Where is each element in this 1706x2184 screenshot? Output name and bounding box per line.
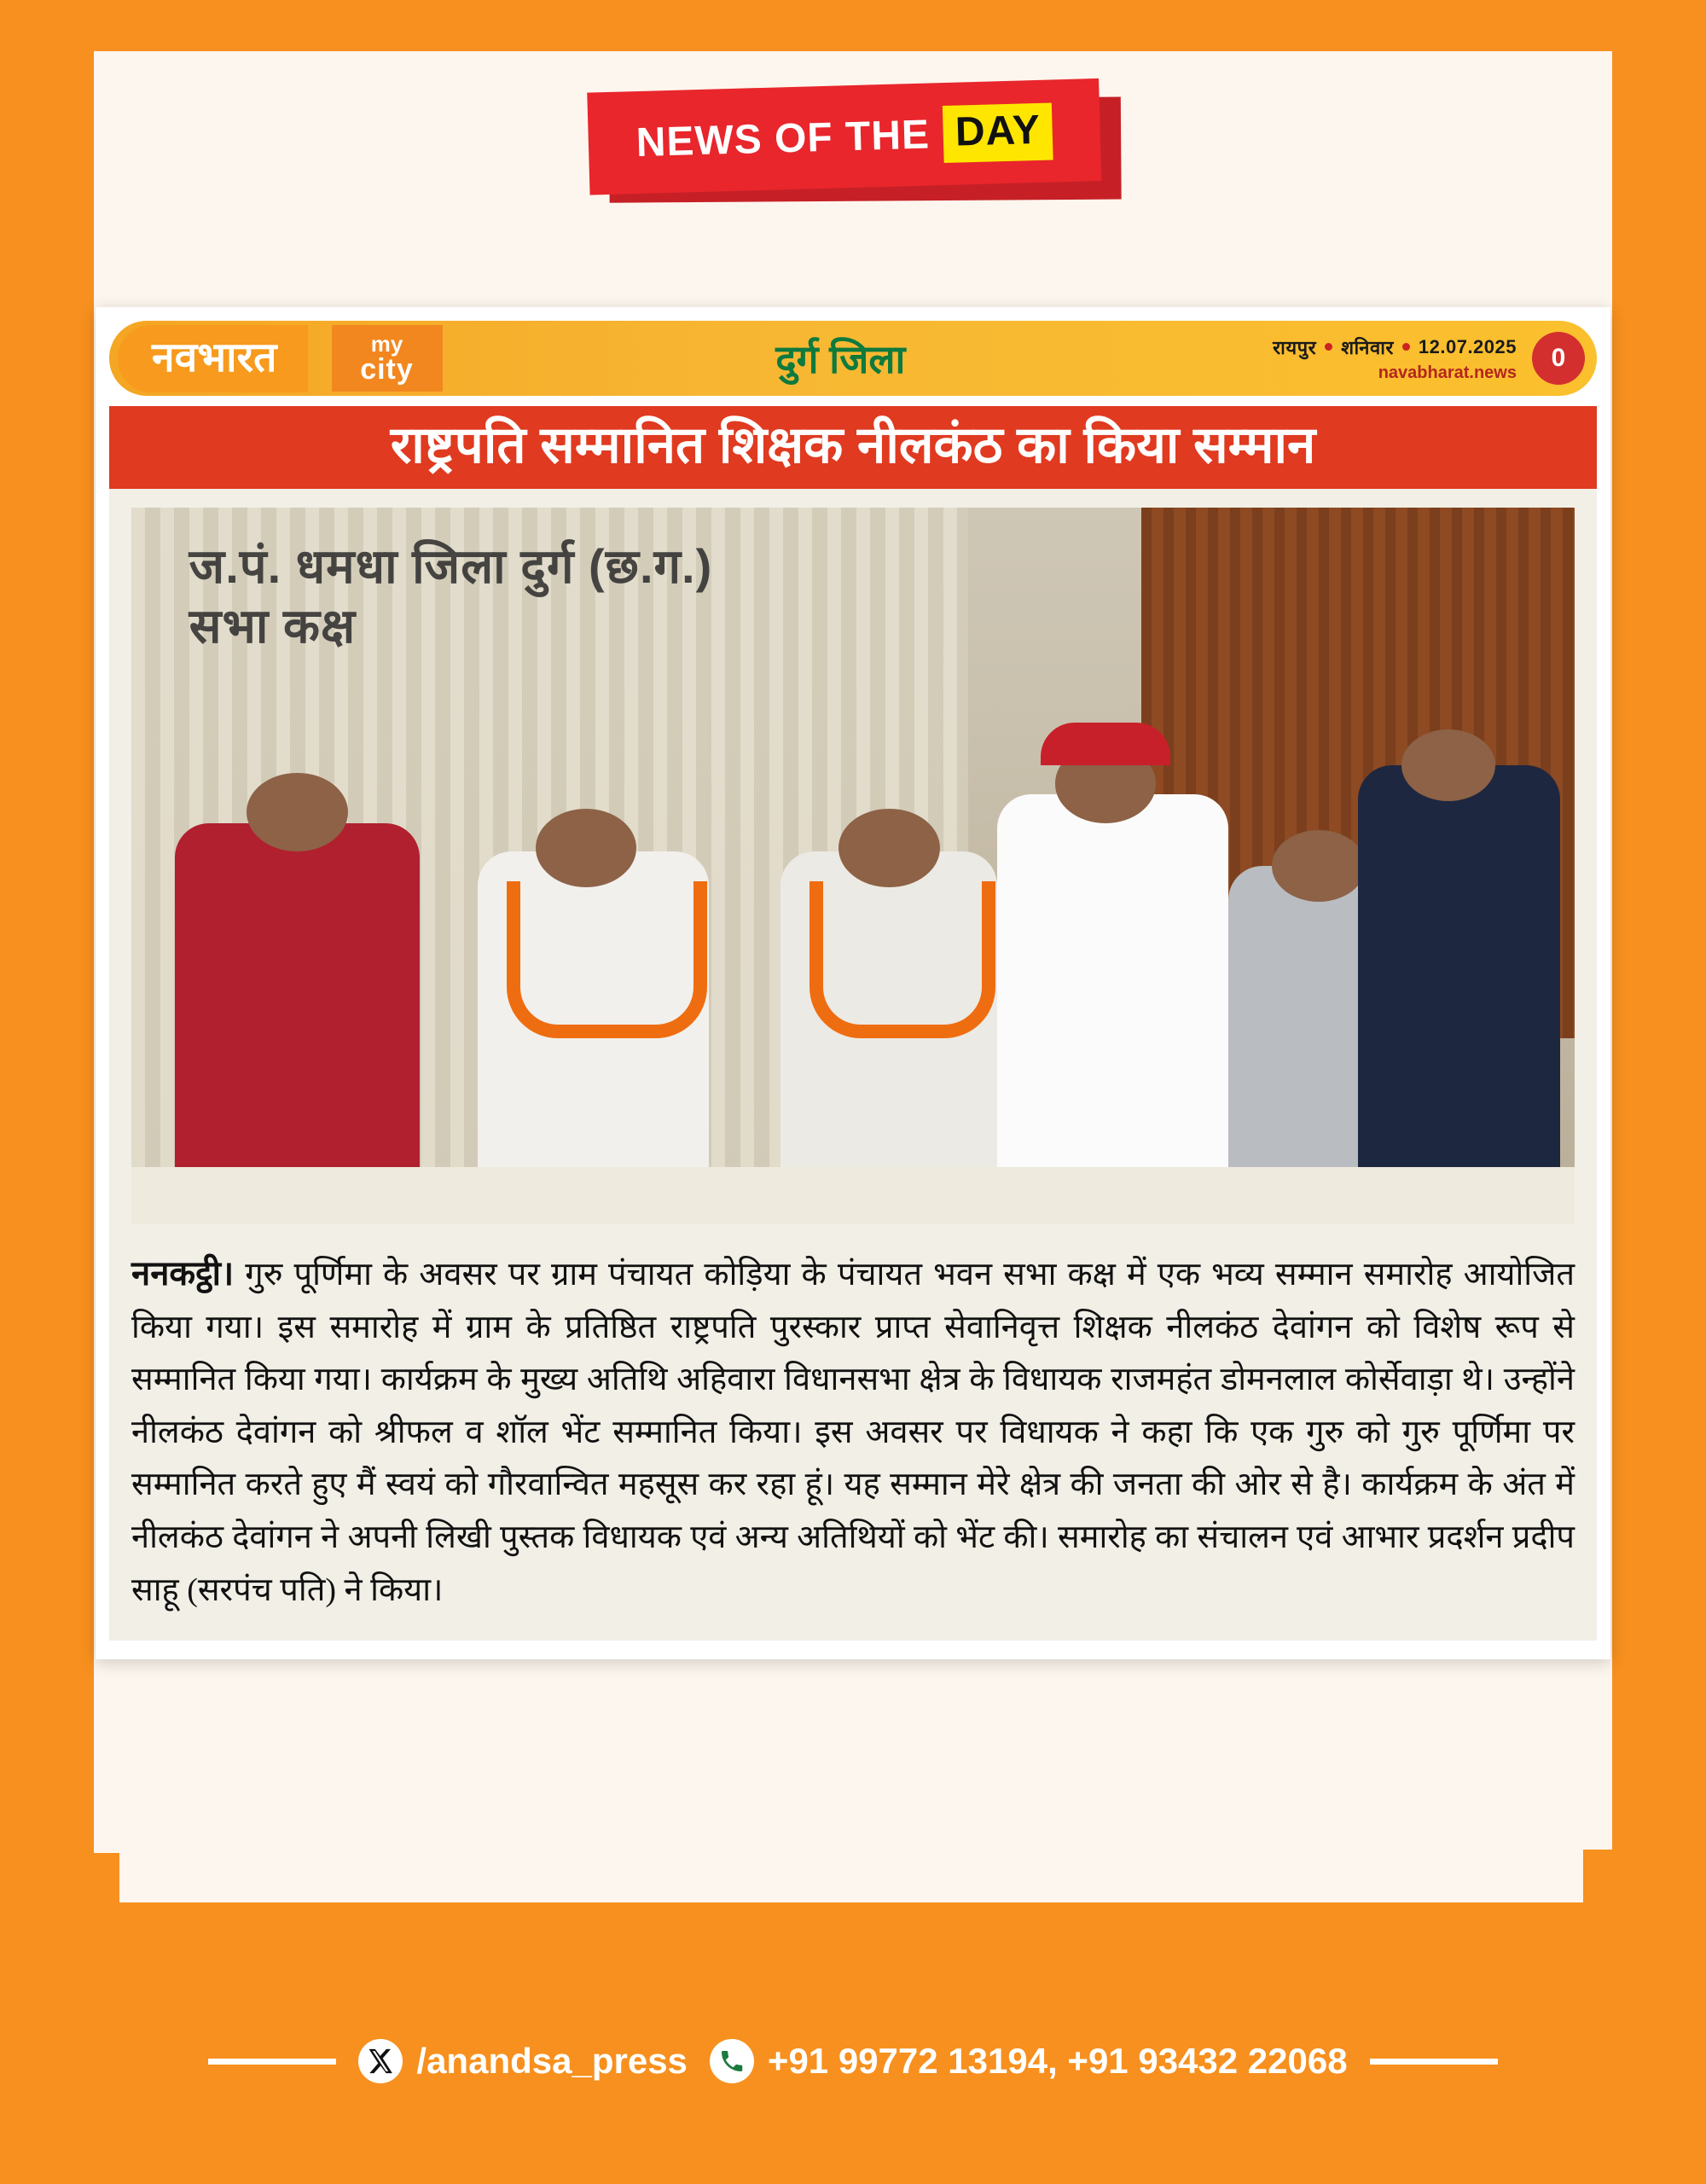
banner-text: NEWS OF THE — [635, 111, 931, 166]
article-body-container — [109, 489, 1597, 1641]
photo-person-woman-head — [247, 773, 347, 851]
masthead-website: navabharat.news — [1378, 363, 1517, 382]
page-number-badge: 0 — [1532, 332, 1585, 385]
photo-person-elder1-head — [536, 809, 636, 887]
article-photo — [131, 508, 1575, 1224]
article-text — [131, 1246, 1575, 1617]
dot-separator-icon — [1325, 343, 1332, 351]
frame-right-band — [1612, 0, 1706, 2184]
photo-garland-2 — [809, 881, 995, 1038]
photo-person-elder2-head — [838, 809, 939, 887]
footer-social-handle[interactable]: /anandsa_press — [416, 2041, 688, 2081]
photo-backdrop-line2: सभा कक्ष — [189, 598, 357, 653]
frame-top-band — [0, 0, 1706, 51]
footer-phone-numbers[interactable]: +91 99772 13194, +91 93432 22068 — [767, 2041, 1348, 2081]
footer-rule-left — [208, 2059, 336, 2065]
photo-backdrop-text — [189, 537, 713, 656]
newspaper-masthead — [109, 321, 1597, 396]
my-city-line1: my — [370, 331, 403, 357]
newspaper-clipping — [96, 307, 1610, 1659]
photo-person-guest2-head — [1401, 729, 1495, 801]
news-of-the-day-banner — [587, 78, 1119, 207]
x-twitter-icon[interactable] — [358, 2039, 403, 2083]
photo-person-woman — [175, 823, 421, 1167]
article-paragraph: गुरु पूर्णिमा के अवसर पर ग्राम पंचायत कोड़िया के पंचायत भवन सभा कक्ष में एक भव्य सम्मान समारोह आयोजित किया गया। इस समारोह में ग्राम के प्रतिष्ठित राष्ट्रपति पुरस्कार प्राप्त सेवानिवृत्त शिक्षक नीलकंठ देवांगन को विशेष रूप से सम्मानित किया गया। कार्यक्रम के मुख्य अतिथि अहिवारा विधानसभा क्षेत्र के विधायक राजमहंत डोमनलाल कोर्सेवाड़ा थे। उन्होंने नीलकंठ देवांगन को श्रीफल व शॉल भेंट सम्मानित किया। इस अवसर पर विधायक ने कहा कि एक गुरु को गुरु पूर्णिमा पर सम्मानित करते हुए मैं स्वयं को गौरवान्वित महसूस कर रहा हूं। यह सम्मान मेरे क्षेत्र की जनता की ओर से है। कार्यक्रम के अंत में नीलकंठ देवांगन ने अपनी लिखी पुस्तक विधायक एवं अन्य अतिथियों को भेंट की। समारोह का संचालन एवं आभार प्रदर्शन प्रदीप साहू (सरपंच पति) ने किया। — [131, 1257, 1575, 1608]
footer-phone[interactable] — [710, 2039, 1348, 2083]
masthead-date: 12.07.2025 — [1418, 335, 1517, 357]
photo-backdrop-line1: ज.पं. धमधा जिला दुर्ग (छ.ग.) — [189, 538, 713, 593]
my-city-line2: city — [360, 353, 414, 386]
article-dateline: ननकट्ठी। — [131, 1254, 235, 1292]
footer-rule-right — [1370, 2059, 1498, 2065]
footer-social[interactable] — [358, 2039, 688, 2083]
article-headline: राष्ट्रपति सम्मानित शिक्षक नीलकंठ का किया सम्मान — [109, 406, 1597, 489]
photo-person-mla — [997, 794, 1228, 1167]
photo-person-guest2 — [1358, 765, 1560, 1166]
photo-foreground-table — [131, 1167, 1575, 1224]
photo-person-mla-turban — [1041, 723, 1170, 765]
newspaper-title: नवभारत — [118, 325, 308, 392]
edition-section-name: दुर्ग जिला — [775, 337, 906, 381]
masthead-place: रायपुर — [1273, 336, 1317, 358]
dot-separator-icon — [1402, 343, 1410, 351]
frame-left-band — [0, 0, 94, 2184]
masthead-day: शनिवार — [1341, 336, 1394, 358]
skyline-decoration — [0, 1843, 1706, 1902]
photo-person-guest1-head — [1272, 830, 1366, 902]
phone-icon[interactable] — [710, 2039, 754, 2083]
footer-contact-bar — [0, 2039, 1706, 2083]
banner-highlight-text: DAY — [943, 102, 1053, 163]
photo-garland-1 — [507, 881, 707, 1038]
masthead-meta — [1273, 334, 1517, 383]
banner-main — [587, 78, 1101, 195]
